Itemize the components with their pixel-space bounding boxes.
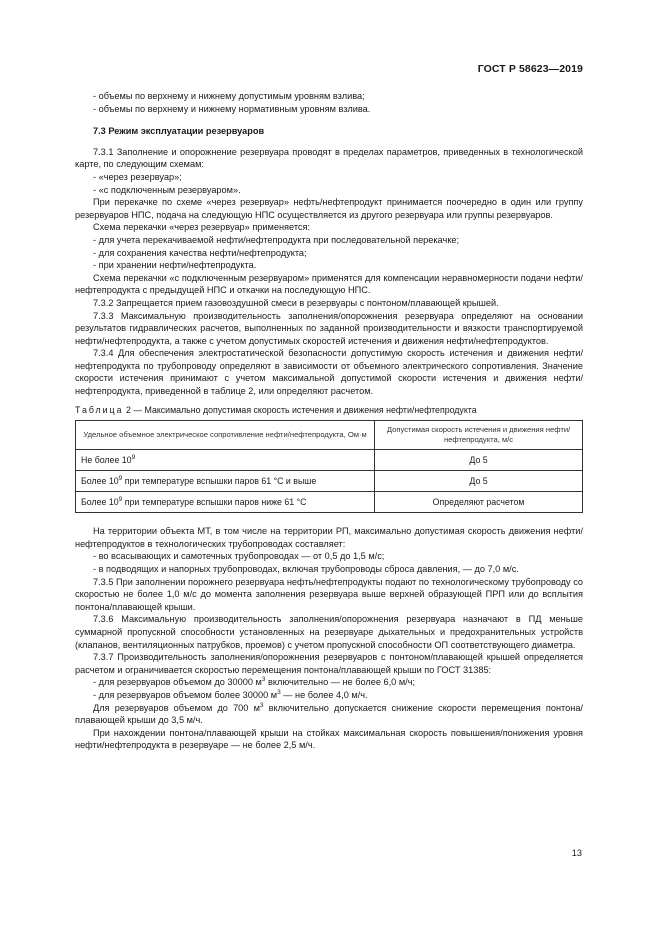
paragraph: Схема перекачки «через резервуар» применяется: <box>93 222 311 233</box>
table-header-resistance: Удельное объемное электрическое сопротивление нефти/нефтепродукта, Ом·м <box>76 421 375 450</box>
paragraph-7-3-7: 7.3.7 Производительность заполнения/опорожнения резервуаров с понтоном/плавающей крышей определяется расчетом и ограничивается скоростью перемещения понтона/плавающей крыши по ГОСТ 31385: <box>75 652 583 675</box>
velocity-table <box>75 420 583 513</box>
paragraph-7-3-4: 7.3.4 Для обеспечения электростатической безопасности допустимую скорость истечения и движения нефти/нефтепродукта по трубопроводу определяют в зависимости от объемного электрического сопротивления. Значение скорости истечения принимают с учетом максимальной допустимой скорости истечения и движения нефти/нефтепродукта, приведенной в таблице 2, или определяют расчетом. <box>75 348 583 397</box>
text: Для резервуаров объемом до 700 м <box>93 702 260 713</box>
exponent: 3 <box>259 701 264 709</box>
paragraph-7-3-2: 7.3.2 Запрещается прием газовоздушной смеси в резервуары с понтоном/плавающей крышей. <box>93 297 499 308</box>
list-item: - в подводящих и напорных трубопроводах, включая трубопроводы сброса давления, — до 7,0 м/с. <box>93 564 519 575</box>
list-item: - для учета перекачиваемой нефти/нефтепродукта при последовательной перекачке; <box>93 234 460 245</box>
exponent: 9 <box>118 475 123 483</box>
exponent: 3 <box>277 688 281 696</box>
cell-text: при температуре вспышки паров ниже 61 °С <box>122 496 307 507</box>
list-item: - для сохранения качества нефти/нефтепродукта; <box>93 247 307 258</box>
text: — не более 4,0 м/ч. <box>280 689 368 700</box>
table-cell <box>76 450 375 471</box>
page-number: 13 <box>571 848 582 858</box>
list-item: - при хранении нефти/нефтепродукта. <box>93 260 257 271</box>
table-cell: До 5 <box>375 450 583 471</box>
text: включительно допускается снижение скорости перемещения понтона/плавающей крыши до 3,5 м/ч. <box>75 702 583 726</box>
list-item <box>75 689 583 702</box>
paragraph-7-3-3: 7.3.3 Максимальную производительность заполнения/опорожнения резервуара определяют на основании результатов гидравлических расчетов, выполненных по заданной производительности и вязкости транспортируемой нефти/нефтепродукта, а также с учетом допустимых скоростей истечения и движения нефти/нефтепродуктов. <box>75 310 583 346</box>
table-row <box>76 471 583 492</box>
paragraph: Схема перекачки «с подключенным резервуаром» применятся для компенсации неравномерности подачи нефти/нефтепродукта с предыдущей НПС и откачки на последующую НПС. <box>75 272 583 296</box>
paragraph-7-3-6: 7.3.6 Максимальную производительность заполнения/опорожнения резервуара назначают в ПД меньше суммарной пропускной способности установленных на резервуаре дыхательных и предохранительных устройств (клапанов, вентиляционных патрубков, проемов) с учетом пропускной способности ОП соответствующего диаметра. <box>75 614 583 650</box>
exponent: 9 <box>131 454 136 462</box>
cell-text: при температуре вспышки паров 61 °С и выше <box>122 475 317 486</box>
exponent: 9 <box>118 496 123 504</box>
list-item: - «с подключенным резервуаром». <box>93 184 241 195</box>
list-item <box>75 676 583 689</box>
list-item: - во всасывающих и самотечных трубопроводах — от 0,5 до 1,5 м/с; <box>93 551 385 562</box>
cell-text: Не более 10 <box>81 454 132 465</box>
table-cell <box>76 471 375 492</box>
paragraph: На территории объекта МТ, в том числе на территории РП, максимально допустимая скорость движения нефти/нефтепродуктов в технологических трубопроводах составляет: <box>75 526 583 549</box>
paragraph: При перекачке по схеме «через резервуар» нефть/нефтепродукт принимается поочередно в один или группу резервуаров НПС, подача на следующую НПС осуществляется из другого резервуара или группы резервуаров. <box>75 197 583 220</box>
paragraph-7-3-1: 7.3.1 Заполнение и опорожнение резервуара проводят в пределах параметров, приведенных в технологической карте, по следующим схемам: <box>75 146 583 170</box>
table-row <box>76 492 583 513</box>
cell-text: Более 10 <box>81 496 119 507</box>
table-header-row <box>76 421 583 450</box>
table-caption-text: 2 — Максимально допустимая скорость истечения и движения нефти/нефтепродукта <box>123 404 477 415</box>
text: включительно — не более 6,0 м/ч; <box>265 677 416 688</box>
list-item: - объемы по верхнему и нижнему допустимым уровням взлива; <box>93 91 365 101</box>
text: - для резервуаров объемом до 30000 м <box>93 677 262 688</box>
paragraph: При нахождении понтона/плавающей крыши на стойках максимальная скорость повышения/понижения уровня нефти/нефтепродукта в резервуаре — не более 2,5 м/ч. <box>75 727 583 751</box>
cell-text: Более 10 <box>81 475 119 486</box>
table-cell <box>76 492 375 513</box>
standard-header: ГОСТ Р 58623—2019 <box>477 63 583 75</box>
list-item: - объемы по верхнему и нижнему нормативным уровням взлива. <box>93 103 371 114</box>
table-cell: До 5 <box>375 471 583 492</box>
table-caption <box>75 404 583 417</box>
paragraph-7-3-5: 7.3.5 При заполнении порожнего резервуара нефть/нефтепродукты подают по технологическому трубопроводу со скоростью не более 1,0 м/с до момента заполнения резервуара выше верхней образующей ПРП или до всплытия понтона/плавающей крыши. <box>75 576 583 612</box>
table-caption-word: Таблица <box>75 404 124 415</box>
table-header-velocity: Допустимая скорость истечения и движения нефти/нефтепродукта, м/с <box>375 421 583 450</box>
document-body <box>75 90 583 752</box>
text: - для резервуаров объемом более 30000 м <box>93 689 278 700</box>
exponent: 3 <box>261 676 266 684</box>
table-cell: Определяют расчетом <box>375 492 583 513</box>
section-heading: 7.3 Режим эксплуатации резервуаров <box>93 126 265 137</box>
list-item: - «через резервуар»; <box>93 171 182 182</box>
table-row <box>76 450 583 471</box>
paragraph <box>75 702 583 727</box>
